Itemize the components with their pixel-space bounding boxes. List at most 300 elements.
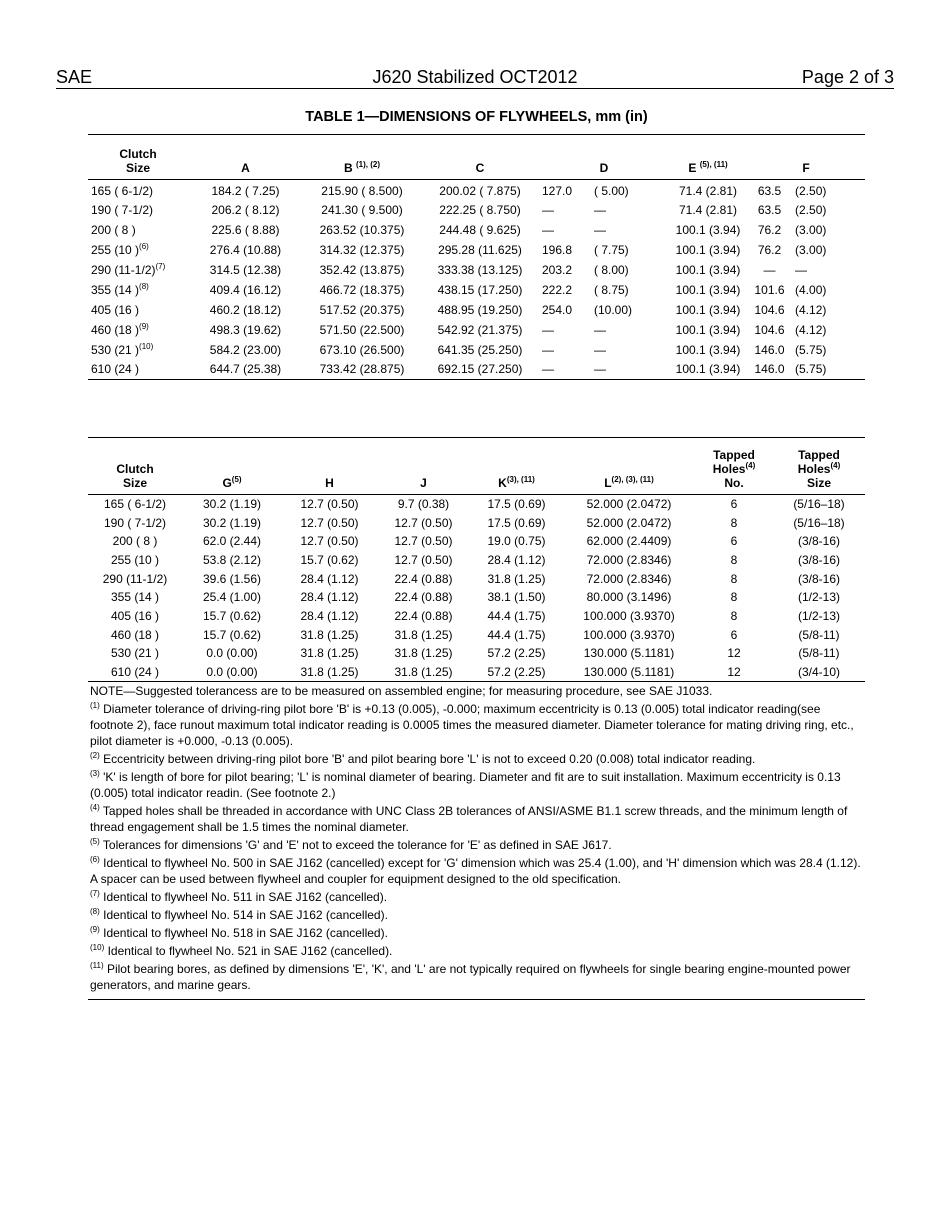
table2-cell (182, 607, 282, 626)
table1-cell-f2 (792, 240, 865, 260)
footnote-marker: (9) (90, 925, 100, 934)
cell-value: 571.50 (22.500) (319, 322, 405, 337)
cell-value: 100.000 (3.9370) (583, 627, 675, 642)
footnote (90, 943, 865, 959)
footnote-marker: (7) (90, 889, 100, 898)
table1-cell-d2 (591, 340, 669, 360)
table2-header-footnote: (2), (3), (11) (611, 475, 654, 484)
cell-value: 63.5 (757, 202, 782, 217)
cell-value: 0.0 (0.00) (206, 664, 258, 679)
cell-value: 644.7 (25.38) (209, 362, 282, 377)
table1-cell-f2 (792, 280, 865, 300)
footnote-text: Pilot bearing bores, as defined by dimensions 'E', 'K', and 'L' are not typically required on flywheels for single bearing engine-mounted power generators, and marine gears. (90, 962, 851, 992)
cell-value: 72.000 (2.8346) (586, 552, 672, 567)
cell-value: 19.0 (0.75) (487, 534, 546, 549)
table2-cell (282, 513, 377, 532)
table1-cell-e (669, 300, 747, 320)
table2-cell (282, 551, 377, 570)
page-header (56, 66, 894, 89)
cell-value: 460 (18 ) (91, 322, 140, 337)
footnote-text: Eccentricity between driving-ring pilot bore 'B' and pilot bearing bore 'L' is not to exceed 0.20 (0.008) total indicator reading. (99, 752, 756, 766)
table2-cell (773, 495, 865, 514)
table1-cell-c (421, 360, 539, 380)
cell-value: 17.5 (0.69) (487, 515, 546, 530)
cell-value: — (542, 362, 554, 377)
cell-value: 8 (730, 571, 738, 586)
cell-value: 53.8 (2.12) (202, 552, 262, 567)
table1-cell-f2 (792, 260, 865, 280)
cell-value: 692.15 (27.250) (437, 362, 523, 377)
cell-value: 6 (730, 497, 738, 512)
table1-cell-size (88, 220, 188, 240)
footnote-marker: (1) (90, 701, 100, 710)
cell-value: 215.90 ( 8.500) (321, 184, 403, 199)
table1-cell-e (669, 180, 747, 200)
cell-value: (3/4-10) (797, 664, 841, 679)
table2-cell (282, 607, 377, 626)
table1-cell-b (303, 360, 421, 380)
table2-cell (773, 663, 865, 682)
table1-cell-d2 (591, 200, 669, 220)
table2-cell (282, 588, 377, 607)
cell-value: 52.000 (2.0472) (586, 497, 672, 512)
cell-value: 8 (730, 515, 738, 530)
size-footnote: (10) (139, 341, 154, 351)
table1-header (421, 135, 539, 180)
cell-value: 673.10 (26.500) (319, 342, 405, 357)
cell-value: 355 (14 ) (110, 590, 160, 605)
footnote-text: NOTE—Suggested tolerancess are to be measured on assembled engine; for measuring procedure, see SAE J1033. (90, 684, 713, 698)
cell-value: 31.8 (1.25) (300, 627, 359, 642)
table1-cell-f1 (747, 220, 792, 240)
table-row (88, 320, 865, 340)
table1-cell-d1 (539, 200, 591, 220)
table2-cell (563, 495, 695, 514)
table-row (88, 240, 865, 260)
table2-cell (563, 588, 695, 607)
cell-value: 733.42 (28.875) (319, 362, 405, 377)
table1-cell-c (421, 280, 539, 300)
cell-value: 12.7 (0.50) (300, 534, 359, 549)
cell-value: 72.000 (2.8346) (586, 571, 672, 586)
cell-value: — (594, 222, 606, 237)
cell-value: 517.52 (20.375) (319, 302, 405, 317)
cell-value: 254.0 (542, 302, 573, 317)
cell-value: (5/16–18) (793, 515, 845, 530)
cell-value: 530 (21 ) (91, 342, 140, 357)
footnote (90, 751, 865, 767)
cell-value: 15.7 (0.62) (202, 608, 262, 623)
cell-value: 409.4 (16.12) (209, 282, 282, 297)
cell-value: — (542, 222, 554, 237)
cell-value: 100.1 (3.94) (675, 362, 741, 377)
table1-cell-b (303, 200, 421, 220)
cell-value: 405 (16 ) (110, 608, 160, 623)
table1-header-label: B (343, 161, 353, 175)
table2-header-label: H (325, 476, 334, 490)
cell-value: 31.8 (1.25) (394, 646, 453, 661)
cell-value: 100.1 (3.94) (675, 282, 741, 297)
cell-value: 200 ( 8 ) (91, 222, 136, 237)
table2-cell (695, 495, 773, 514)
table2-cell (695, 532, 773, 551)
cell-value: 12 (727, 664, 741, 679)
cell-value: 290 (11-1/2) (102, 571, 168, 586)
table1-cell-b (303, 300, 421, 320)
cell-value: 12 (727, 646, 741, 661)
footnote-marker: (5) (90, 837, 100, 846)
table1-cell-d1 (539, 320, 591, 340)
footnote-text: Identical to flywheel No. 518 in SAE J162 (cancelled). (99, 926, 388, 940)
table2-header-label: J (420, 476, 427, 490)
footnote (90, 907, 865, 923)
cell-value: 100.000 (3.9370) (583, 608, 675, 623)
flywheel-dimensions-table-2 (88, 437, 865, 682)
table-row (88, 300, 865, 320)
table2-cell (88, 625, 182, 644)
table1-cell-size (88, 280, 188, 300)
table2-cell (88, 495, 182, 514)
table1-cell-a (188, 340, 303, 360)
cell-value: 100.1 (3.94) (675, 222, 741, 237)
cell-value: — (594, 202, 606, 217)
table2-cell (773, 625, 865, 644)
cell-value: 165 ( 6-1/2) (103, 497, 167, 512)
table-row (88, 607, 865, 626)
cell-value: 28.4 (1.12) (300, 590, 359, 605)
cell-value: 31.8 (1.25) (394, 627, 453, 642)
cell-value: 165 ( 6-1/2) (91, 184, 154, 199)
table-row (88, 495, 865, 514)
table1-cell-d1 (539, 260, 591, 280)
table1-cell-a (188, 300, 303, 320)
cell-value: (5.75) (795, 342, 827, 357)
cell-value: 31.8 (1.25) (394, 664, 453, 679)
table1-cell-d1 (539, 240, 591, 260)
table2-cell (695, 663, 773, 682)
table2-cell (695, 644, 773, 663)
cell-value: 38.1 (1.50) (487, 590, 546, 605)
table1-cell-f1 (747, 340, 792, 360)
footnote-marker: (6) (90, 855, 100, 864)
cell-value: 104.6 (754, 322, 785, 337)
cell-value: 6 (730, 627, 738, 642)
cell-value: 12.7 (0.50) (300, 497, 359, 512)
table2-header-footnote: (4) (745, 461, 756, 470)
table-row (88, 644, 865, 663)
table2-cell (377, 663, 470, 682)
table-row (88, 180, 865, 200)
cell-value: 460 (18 ) (110, 627, 160, 642)
cell-value: 25.4 (1.00) (202, 590, 262, 605)
table1-cell-f2 (792, 200, 865, 220)
table2-header-label: No. (724, 476, 744, 490)
cell-value: 222.2 (542, 282, 573, 297)
table2-cell (377, 551, 470, 570)
table2-cell (470, 551, 563, 570)
cell-value: (1/2-13) (797, 590, 841, 605)
table2-header (182, 438, 282, 495)
footnote (90, 837, 865, 853)
table-row (88, 220, 865, 240)
footnote (90, 701, 865, 749)
table1-cell-f2 (792, 220, 865, 240)
cell-value: 200.02 ( 7.875) (439, 184, 521, 199)
table1-cell-c (421, 220, 539, 240)
table1-cell-d2 (591, 220, 669, 240)
cell-value: (4.12) (795, 302, 827, 317)
table2-cell (377, 513, 470, 532)
table1-cell-a (188, 280, 303, 300)
table1-header (188, 135, 303, 180)
cell-value: 76.2 (757, 222, 782, 237)
table2-cell (282, 532, 377, 551)
cell-value: 130.000 (5.1181) (583, 664, 675, 679)
table2-header (695, 438, 773, 495)
cell-value: ( 8.00) (594, 262, 629, 277)
table1-cell-e (669, 260, 747, 280)
table2-cell (377, 532, 470, 551)
cell-value: 63.5 (757, 184, 782, 199)
table1-header-footnote: (5), (11) (699, 160, 728, 169)
cell-value: 314.5 (12.38) (209, 262, 282, 277)
table-row (88, 260, 865, 280)
footnote-text: Identical to flywheel No. 514 in SAE J162 (cancelled). (99, 908, 388, 922)
table1-header (747, 135, 865, 180)
footnote-marker: (11) (90, 961, 104, 970)
table2-cell (563, 663, 695, 682)
cell-value: 255 (10 ) (91, 242, 140, 257)
table2-cell (88, 588, 182, 607)
table1-header-label: D (599, 161, 609, 175)
cell-value: (5/8-11) (798, 627, 840, 642)
cell-value: 263.52 (10.375) (319, 222, 405, 237)
cell-value: 100.1 (3.94) (675, 242, 741, 257)
cell-value: 80.000 (3.1496) (586, 590, 672, 605)
cell-value: 31.8 (1.25) (487, 571, 546, 586)
cell-value: 22.4 (0.88) (394, 608, 453, 623)
table1-cell-d1 (539, 280, 591, 300)
table2-header-line2: Holes (712, 462, 746, 476)
table1-cell-e (669, 220, 747, 240)
cell-value: (1/2-13) (797, 608, 841, 623)
cell-value: 104.6 (754, 302, 785, 317)
table1-cell-f2 (792, 180, 865, 200)
table2-cell (563, 569, 695, 588)
cell-value: (3/8-16) (797, 571, 841, 586)
table1-header-footnote: (1), (2) (356, 160, 380, 169)
cell-value: 100.1 (3.94) (675, 262, 741, 277)
cell-value: — (594, 362, 606, 377)
footnote (90, 803, 865, 835)
table2-cell (88, 607, 182, 626)
footnote (90, 769, 865, 801)
table1-cell-d2 (591, 360, 669, 380)
cell-value: 30.2 (1.19) (202, 497, 262, 512)
cell-value: 62.000 (2.4409) (586, 534, 672, 549)
cell-value: 57.2 (2.25) (487, 646, 546, 661)
table2-cell (470, 569, 563, 588)
footnote (90, 683, 865, 699)
footnote (90, 889, 865, 905)
cell-value: (3/8-16) (797, 552, 841, 567)
table1-cell-c (421, 340, 539, 360)
table1-cell-c (421, 240, 539, 260)
table1-cell-a (188, 180, 303, 200)
cell-value: — (594, 342, 606, 357)
cell-value: 12.7 (0.50) (394, 534, 453, 549)
cell-value: 333.38 (13.125) (437, 262, 523, 277)
table2-cell (470, 513, 563, 532)
table1-cell-e (669, 280, 747, 300)
cell-value: (5/16–18) (793, 497, 845, 512)
cell-value: (2.50) (795, 184, 827, 199)
cell-value: 44.4 (1.75) (487, 627, 546, 642)
cell-value: 12.7 (0.50) (394, 552, 453, 567)
cell-value: 44.4 (1.75) (487, 608, 546, 623)
cell-value: 276.4 (10.88) (209, 242, 282, 257)
footnote-text: Identical to flywheel No. 500 in SAE J162 (cancelled) except for 'G' dimension which was 25.4 (1.00), and 'H' dimension which was 28.4 (1.12). A spacer can be used between flywheel and coupler for equipment designed to the old specification. (90, 856, 861, 886)
cell-value: — (542, 202, 554, 217)
table1-cell-b (303, 340, 421, 360)
cell-value: ( 8.75) (594, 282, 629, 297)
cell-value: 28.4 (1.12) (300, 571, 359, 586)
table1-cell-a (188, 320, 303, 340)
table2-header-footnote: (5) (231, 475, 242, 484)
table2-cell (88, 532, 182, 551)
cell-value: 15.7 (0.62) (300, 552, 359, 567)
cell-value: 8 (730, 608, 738, 623)
cell-value: 6 (730, 534, 738, 549)
notes-divider (88, 999, 865, 1000)
table-row (88, 340, 865, 360)
cell-value: 255 (10 ) (110, 552, 160, 567)
cell-value: 71.4 (2.81) (678, 184, 738, 199)
table1-cell-size (88, 300, 188, 320)
table1-cell-size (88, 340, 188, 360)
table1-cell-d2 (591, 260, 669, 280)
table2-cell (470, 625, 563, 644)
header-right: Page 2 of 3 (801, 67, 894, 87)
table1-cell-a (188, 360, 303, 380)
header-left: SAE (56, 67, 93, 87)
table2-cell (88, 644, 182, 663)
table2-cell (695, 588, 773, 607)
cell-value: — (594, 322, 606, 337)
footnote (90, 925, 865, 941)
table-row (88, 360, 865, 380)
cell-value: ( 7.75) (594, 242, 629, 257)
footnote-marker: (10) (90, 943, 105, 952)
table2-cell (282, 569, 377, 588)
footnote-text: Tapped holes shall be threaded in accordance with UNC Class 2B tolerances of ANSI/ASME B1.1 screw threads, and the minimum length of thread engagement shall be 1.5 times the nominal diameter. (90, 804, 848, 834)
cell-value: 17.5 (0.69) (487, 497, 546, 512)
table1-cell-f1 (747, 360, 792, 380)
cell-value: 290 (11-1/2) (91, 262, 156, 277)
cell-value: — (542, 322, 554, 337)
table1-cell-f2 (792, 320, 865, 340)
cell-value: 39.6 (1.56) (202, 571, 262, 586)
table1-cell-f1 (747, 180, 792, 200)
cell-value: 610 (24 ) (110, 664, 160, 679)
cell-value: 196.8 (542, 242, 573, 257)
cell-value: 203.2 (542, 262, 573, 277)
table1-cell-b (303, 180, 421, 200)
table-row (88, 280, 865, 300)
table2-cell (773, 569, 865, 588)
table2-cell (563, 551, 695, 570)
table1-cell-b (303, 320, 421, 340)
table2-cell (377, 569, 470, 588)
table1-cell-c (421, 180, 539, 200)
table1-header-label: A (241, 161, 250, 175)
cell-value: 57.2 (2.25) (487, 664, 546, 679)
table1-cell-a (188, 220, 303, 240)
cell-value: 12.7 (0.50) (300, 515, 359, 530)
table2-cell (695, 569, 773, 588)
table1-cell-size (88, 240, 188, 260)
table1-cell-c (421, 200, 539, 220)
table1-header-line1: Clutch (119, 147, 157, 161)
cell-value: 295.28 (11.625) (438, 242, 522, 257)
cell-value: 352.42 (13.875) (319, 262, 405, 277)
table1-header (539, 135, 669, 180)
table2-cell (88, 513, 182, 532)
cell-value: ( 5.00) (594, 184, 629, 199)
cell-value: 71.4 (2.81) (678, 202, 738, 217)
table1-cell-e (669, 360, 747, 380)
table2-cell (282, 625, 377, 644)
table2-cell (773, 513, 865, 532)
table1-title: TABLE 1—DIMENSIONS OF FLYWHEELS, mm (in) (305, 109, 648, 125)
table2-header (563, 438, 695, 495)
cell-value: 184.2 ( 7.25) (211, 184, 280, 199)
cell-value: 12.7 (0.50) (394, 515, 453, 530)
table1-cell-b (303, 260, 421, 280)
table2-cell (377, 644, 470, 663)
footnote-text: Diameter tolerance of driving-ring pilot bore 'B' is +0.13 (0.005), -0.000; maximum eccentricity is 0.13 (0.005) total indicator reading(see footnote 2), face runout maximum total indicator reading is 0.0005 times the measured diameter. Diameter tolerance for mating driving ring, etc., pilot diameter is +0.000, -0.13 (0.005). (90, 702, 854, 748)
table1-cell-f1 (747, 320, 792, 340)
table1-cell-e (669, 240, 747, 260)
table2-cell (182, 663, 282, 682)
cell-value: 100.1 (3.94) (675, 342, 741, 357)
table2-cell (377, 607, 470, 626)
cell-value: — (795, 262, 808, 277)
footnote-text: Tolerances for dimensions 'G' and 'E' not to exceed the tolerance for 'E' as defined in SAE J617. (99, 838, 612, 852)
table-row (88, 551, 865, 570)
table1-header-label: C (475, 161, 485, 175)
table1-cell-size (88, 360, 188, 380)
cell-value: 206.2 ( 8.12) (211, 202, 280, 217)
cell-value: 222.25 ( 8.750) (439, 202, 521, 217)
table1-cell-f1 (747, 200, 792, 220)
table2-cell (695, 625, 773, 644)
table1-cell-b (303, 220, 421, 240)
table2-header-line2: Holes (797, 462, 831, 476)
table2-cell (563, 644, 695, 663)
table2-cell (470, 588, 563, 607)
size-footnote: (8) (139, 281, 149, 291)
table2-cell (182, 569, 282, 588)
table2-cell (470, 663, 563, 682)
table1-cell-f2 (792, 360, 865, 380)
table2-cell (377, 588, 470, 607)
table2-header (470, 438, 563, 495)
table1-cell-d1 (539, 300, 591, 320)
size-footnote: (9) (139, 321, 149, 331)
cell-value: 31.8 (1.25) (300, 646, 359, 661)
cell-value: 22.4 (0.88) (394, 590, 453, 605)
